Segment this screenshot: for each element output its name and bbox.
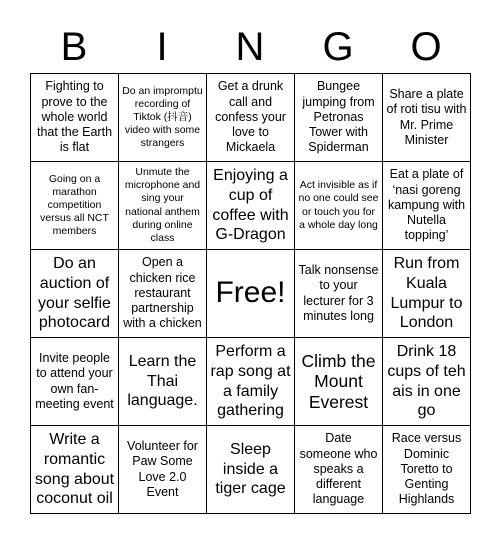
header-letter-b: B — [60, 25, 88, 69]
bingo-cell[interactable] — [383, 74, 471, 162]
cell-text: Going on a marathon competition versus all NCT members — [40, 172, 109, 238]
cell-text: Talk nonsense to your lecturer for 3 minutes long — [298, 263, 379, 323]
cell-text: Climb the Mount Everest — [301, 350, 376, 412]
cell-text: Eat a plate of ‘nasi goreng kampung with Nutella topping’ — [387, 167, 466, 243]
bingo-cell[interactable] — [383, 162, 471, 250]
bingo-cell[interactable] — [295, 426, 383, 514]
bingo-cell[interactable] — [31, 338, 119, 426]
bingo-cell[interactable] — [207, 426, 295, 514]
cell-text: Invite people to attend your own fan-meeting event — [35, 351, 114, 411]
cell-text: Race versus Dominic Toretto to Genting Highlands — [391, 431, 462, 507]
bingo-cell[interactable] — [31, 162, 119, 250]
bingo-cell[interactable] — [119, 250, 207, 338]
bingo-cell[interactable] — [383, 426, 471, 514]
cell-text: Share a plate of roti tisu with Mr. Prime Minister — [386, 87, 467, 147]
cell-text: Run from Kuala Lumpur to London — [390, 255, 463, 332]
bingo-grid — [30, 73, 471, 514]
bingo-header — [30, 22, 470, 72]
cell-text: Drink 18 cups of teh ais in one go — [387, 343, 466, 420]
cell-text: Date someone who speaks a different language — [299, 431, 378, 507]
bingo-cell[interactable] — [295, 162, 383, 250]
cell-text: Open a chicken rice restaurant partnership with a chicken — [123, 255, 202, 331]
cell-text: Learn the Thai language. — [127, 353, 198, 410]
bingo-cell[interactable] — [119, 162, 207, 250]
cell-text: Enjoying a cup of coffee with G-Dragon — [212, 167, 289, 244]
cell-text: Sleep inside a tiger cage — [215, 441, 286, 498]
bingo-cell[interactable] — [383, 338, 471, 426]
cell-text: Do an impromptu recording of Tiktok (抖音) video with some strangers — [122, 84, 203, 150]
bingo-cell[interactable] — [31, 74, 119, 162]
cell-text: Perform a rap song at a family gathering — [210, 343, 291, 420]
bingo-cell[interactable] — [295, 250, 383, 338]
cell-text: Bungee jumping from Petronas Tower with Spiderman — [302, 79, 375, 155]
bingo-cell[interactable] — [207, 162, 295, 250]
bingo-cell[interactable] — [383, 250, 471, 338]
free-space-text: Free! — [215, 276, 286, 310]
bingo-cell[interactable] — [295, 74, 383, 162]
bingo-cell[interactable] — [119, 74, 207, 162]
bingo-cell[interactable] — [119, 338, 207, 426]
cell-text: Write a romantic song about coconut oil — [34, 431, 115, 508]
cell-text: Get a drunk call and confess your love to Mickaela — [215, 79, 286, 155]
cell-text: Fighting to prove to the whole world that the Earth is flat — [36, 79, 113, 155]
header-letter-g: G — [322, 25, 354, 69]
bingo-cell[interactable] — [207, 74, 295, 162]
cell-text: Volunteer for Paw Some Love 2.0 Event — [127, 439, 198, 499]
bingo-cell[interactable] — [31, 426, 119, 514]
bingo-cell[interactable] — [295, 338, 383, 426]
bingo-cell[interactable] — [207, 338, 295, 426]
bingo-cell[interactable] — [31, 250, 119, 338]
header-letter-i: I — [156, 25, 168, 69]
cell-text: Act invisible as if no one could see or touch you for a whole day long — [298, 179, 379, 231]
bingo-cell[interactable] — [119, 426, 207, 514]
free-space-cell[interactable] — [207, 250, 295, 338]
cell-text: Unmute the microphone and sing your national anthem during online class — [124, 166, 201, 244]
header-letter-o: O — [410, 25, 442, 69]
cell-text: Do an auction of your selfie photocard — [38, 255, 111, 332]
header-letter-n: N — [235, 25, 265, 69]
